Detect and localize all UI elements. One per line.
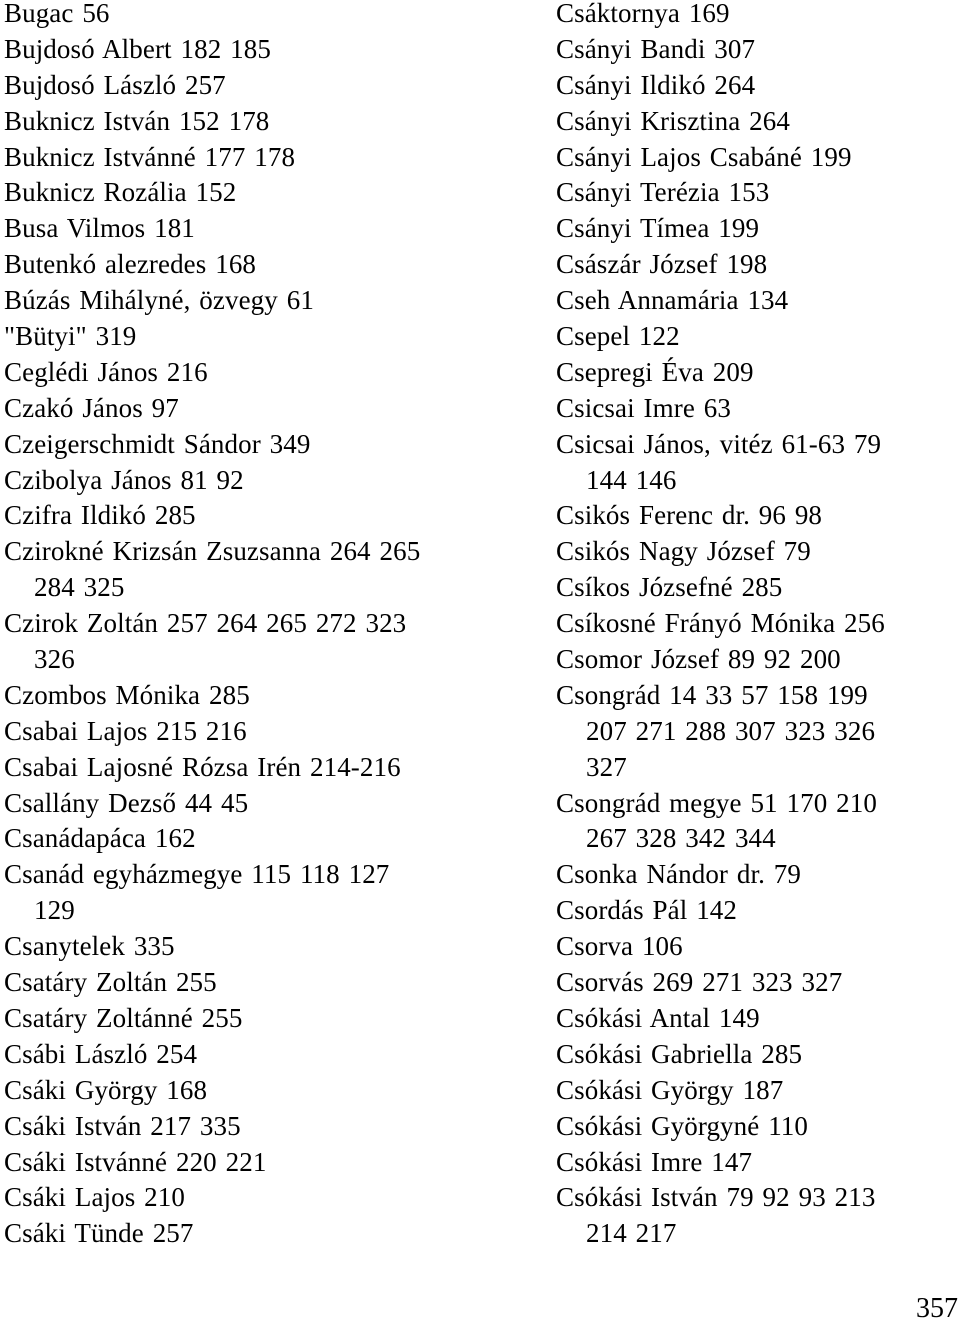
index-entry: Csorvás 269 271 323 327: [556, 967, 843, 998]
index-entry: Csábi László 254: [4, 1038, 198, 1069]
index-entry: Bujdosó Albert 182 185: [4, 33, 271, 64]
index-entry: Csanádapáca 162: [4, 823, 196, 854]
index-entry: Csikós Ferenc dr. 96 98: [556, 500, 823, 531]
index-entry: Csányi Lajos Csabáné 199: [556, 141, 852, 172]
index-entry-continuation: 267 328 342 344: [586, 823, 776, 854]
index-entry: Csonka Nándor dr. 79: [556, 859, 801, 890]
index-entry-continuation: 144 146: [586, 464, 677, 495]
index-entry: Buknicz Rozália 152: [4, 177, 237, 208]
index-entry: Bugac 56: [4, 0, 110, 28]
index-entry: Csomor József 89 92 200: [556, 644, 841, 675]
index-entry: Csongrád megye 51 170 210: [556, 787, 877, 818]
index-entry: Csányi Bandi 307: [556, 33, 756, 64]
index-entry-continuation: 207 271 288 307 323 326: [586, 715, 876, 746]
index-entry: Csicsai Imre 63: [556, 392, 731, 423]
index-entry: Buknicz István 152 178: [4, 105, 270, 136]
index-column-left: [4, 0, 544, 1252]
index-entry: Csabai Lajos 215 216: [4, 715, 247, 746]
index-entry: Csanád egyházmegye 115 118 127: [4, 859, 390, 890]
index-entry: Csáki György 168: [4, 1074, 208, 1105]
index-entry: Csókási Gabriella 285: [556, 1038, 803, 1069]
index-entry: Ceglédi János 216: [4, 356, 208, 387]
index-entry: Csáki Lajos 210: [4, 1182, 185, 1213]
index-entry: Csányi Ildikó 264: [556, 69, 756, 100]
index-entry: Csáki Istvánné 220 221: [4, 1146, 267, 1177]
index-entry: Cseh Annamária 134: [556, 285, 789, 316]
index-entry-continuation: 284 325: [34, 572, 125, 603]
index-entry: Csatáry Zoltánné 255: [4, 1002, 243, 1033]
index-entry: Czakó János 97: [4, 392, 179, 423]
index-entry: Csókási Antal 149: [556, 1002, 760, 1033]
index-entry: Czibolya János 81 92: [4, 464, 244, 495]
index-entry: Csókási István 79 92 93 213: [556, 1182, 876, 1213]
index-entry: Csáktornya 169: [556, 0, 730, 28]
index-entry: Csordás Pál 142: [556, 895, 737, 926]
index-entry: Czirokné Krizsán Zsuzsanna 264 265: [4, 536, 421, 567]
index-entry-continuation: 327: [586, 751, 627, 782]
index-entry: Csókási Imre 147: [556, 1146, 753, 1177]
index-entry: Csókási Györgyné 110: [556, 1110, 808, 1141]
index-entry: Buknicz Istvánné 177 178: [4, 141, 296, 172]
index-entry: Csanytelek 335: [4, 931, 175, 962]
index-entry-continuation: 129: [34, 895, 75, 926]
index-entry: Csicsai János, vitéz 61-63 79: [556, 428, 882, 459]
index-entry: Csikós Nagy József 79: [556, 536, 811, 567]
index-entry: Csáki Tünde 257: [4, 1218, 194, 1249]
index-entry: Csatáry Zoltán 255: [4, 967, 217, 998]
index-entry: Csányi Krisztina 264: [556, 105, 790, 136]
index-entry: Csongrád 14 33 57 158 199: [556, 679, 868, 710]
index-entry: Czirok Zoltán 257 264 265 272 323: [4, 608, 407, 639]
index-entry: Busa Vilmos 181: [4, 213, 195, 244]
page-number: 357: [916, 1293, 958, 1324]
index-entry: Csepel 122: [556, 321, 680, 352]
index-entry-continuation: 214 217: [586, 1218, 677, 1249]
index-entry: Csányi Terézia 153: [556, 177, 770, 208]
index-entry: Csabai Lajosné Rózsa Irén 214-216: [4, 751, 401, 782]
index-entry: Csányi Tímea 199: [556, 213, 760, 244]
index-entry: Czeigerschmidt Sándor 349: [4, 428, 311, 459]
index-entry: Csáki István 217 335: [4, 1110, 241, 1141]
index-entry-continuation: 326: [34, 644, 75, 675]
index-entry: Butenkó alezredes 168: [4, 249, 257, 280]
index-entry: Csepregi Éva 209: [556, 356, 754, 387]
index-entry: "Bütyi" 319: [4, 321, 137, 352]
index-entry: Búzás Mihályné, özvegy 61: [4, 285, 314, 316]
index-entry: Bujdosó László 257: [4, 69, 226, 100]
index-column-right: [556, 0, 956, 1252]
index-entry: Császár József 198: [556, 249, 768, 280]
index-entry: Czifra Ildikó 285: [4, 500, 196, 531]
index-entry: Csíkosné Frányó Mónika 256: [556, 608, 885, 639]
index-entry: Csókási György 187: [556, 1074, 784, 1105]
index-entry: Csallány Dezső 44 45: [4, 787, 249, 818]
index-entry: Csíkos Józsefné 285: [556, 572, 783, 603]
index-entry: Csorva 106: [556, 931, 683, 962]
index-entry: Czombos Mónika 285: [4, 679, 250, 710]
